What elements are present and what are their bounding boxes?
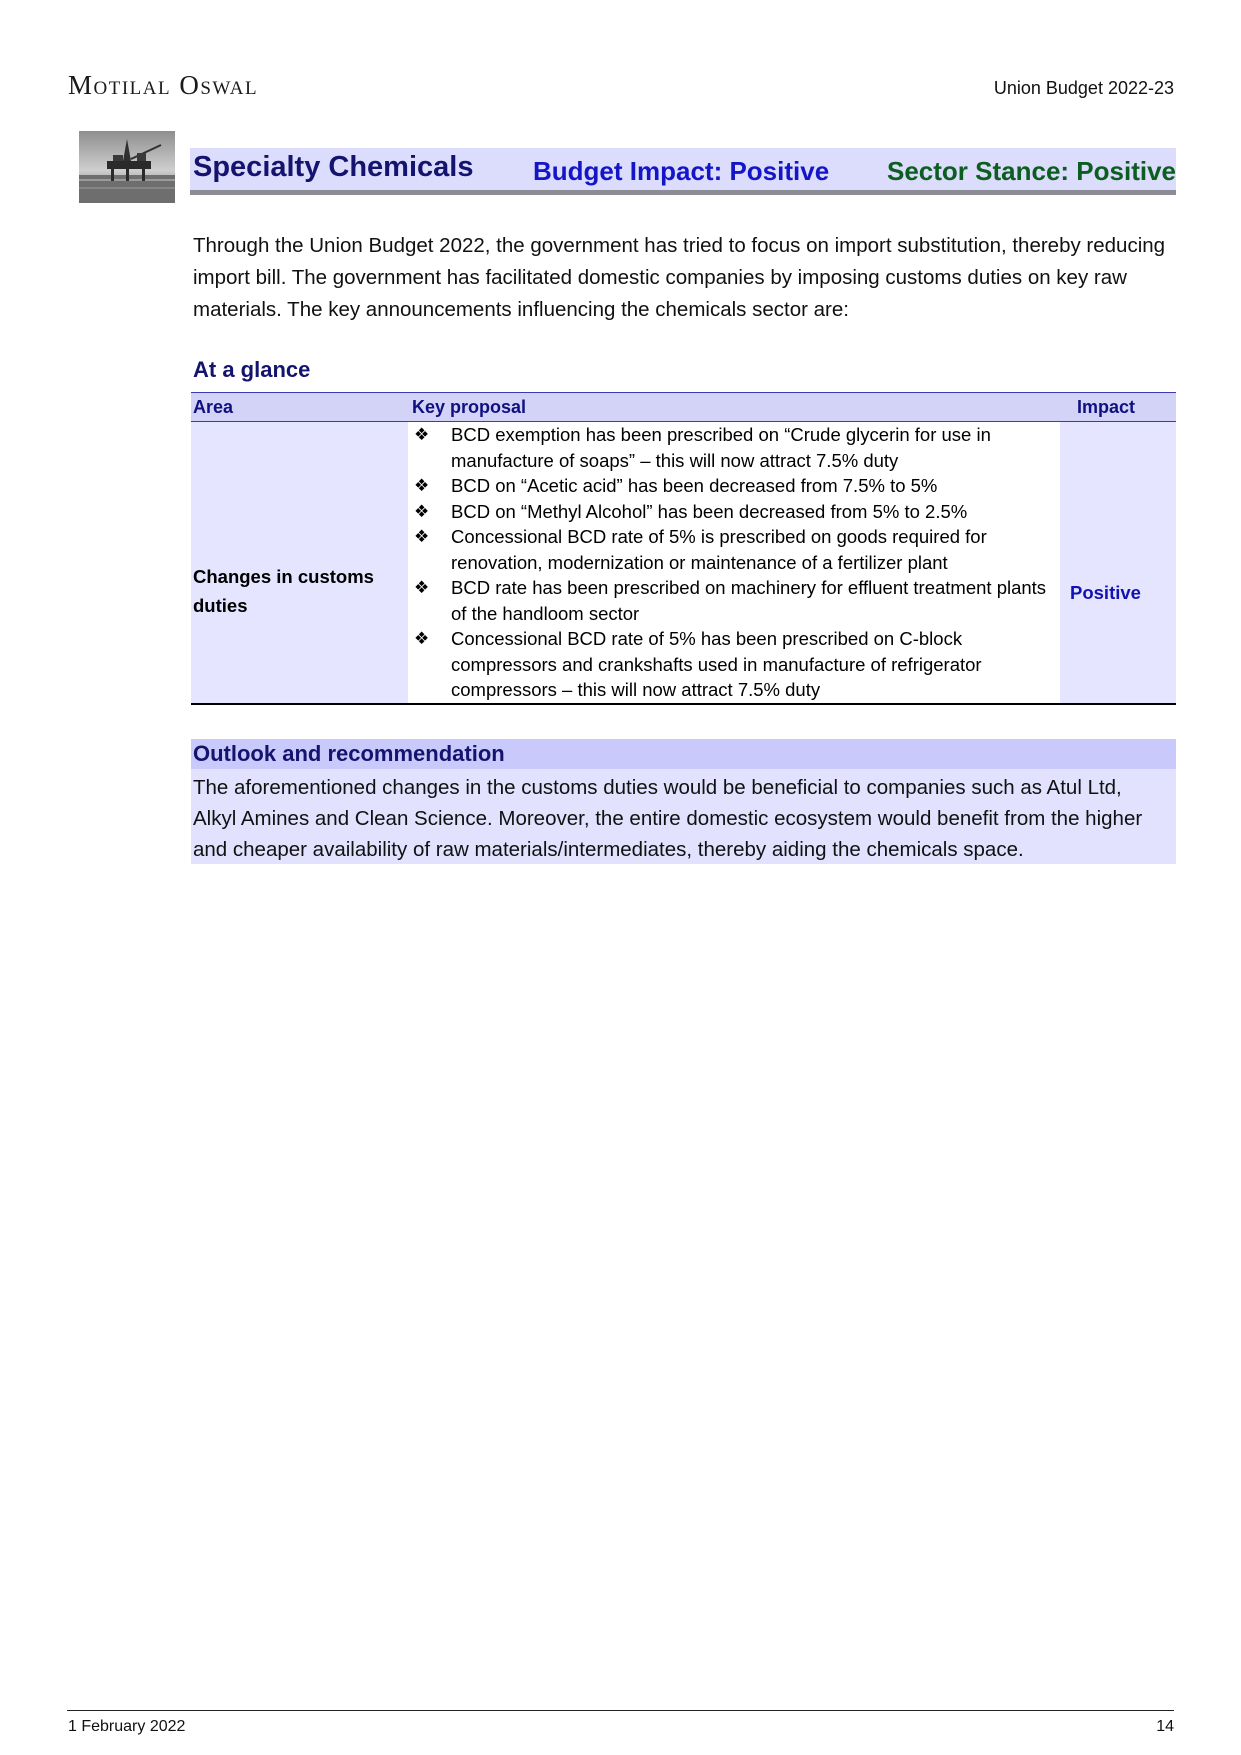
page-number: 14	[1156, 1718, 1174, 1735]
list-item	[412, 499, 1056, 525]
budget-impact: Budget Impact: Positive	[533, 156, 830, 186]
document-title: Union Budget 2022-23	[993, 78, 1174, 98]
brand-logo: Motilal Oswal	[68, 70, 259, 100]
table-row	[191, 422, 1176, 705]
outlook-body	[191, 769, 1176, 864]
list-item	[412, 575, 1056, 626]
offshore-oil-rig-photo-icon	[79, 131, 175, 203]
column-header-area: Area	[193, 397, 234, 417]
section-title: Specialty Chemicals	[193, 151, 474, 183]
area-text: Changes in customs duties	[193, 566, 374, 616]
proposal-text: BCD on “Methyl Alcohol” has been decreased from 5% to 2.5%	[451, 500, 968, 522]
list-item	[412, 422, 1056, 473]
proposal-text: BCD exemption has been prescribed on “Crude glycerin for use in manufacture of soaps” – this will now attract 7.5% duty	[451, 424, 991, 471]
footer-date: 1 February 2022	[68, 1718, 186, 1735]
glance-heading: At a glance	[193, 357, 311, 382]
diamond-fleuron-bullet-icon: ❖	[414, 425, 430, 444]
list-item	[412, 473, 1056, 499]
proposal-text: BCD rate has been prescribed on machinery for effluent treatment plants of the handloom sector	[451, 577, 1047, 624]
sector-stance: Sector Stance: Positive	[887, 156, 1176, 186]
intro-paragraph: Through the Union Budget 2022, the government has tried to focus on import substitution, thereby reducing import bill. The government has facilitated domestic companies by imposing customs duties on key raw materials. The key announcements influencing the chemicals sector are:	[193, 234, 1166, 321]
diamond-fleuron-bullet-icon: ❖	[414, 578, 430, 597]
list-item	[412, 626, 1056, 703]
section-header-bar	[190, 148, 1176, 195]
proposal-text: BCD on “Acetic acid” has been decreased from 7.5% to 5%	[451, 475, 938, 496]
outlook-title: Outlook and recommendation	[193, 741, 505, 766]
column-header-impact: Impact	[1077, 397, 1136, 417]
diamond-fleuron-bullet-icon: ❖	[414, 527, 430, 546]
diamond-fleuron-bullet-icon: ❖	[414, 629, 430, 648]
diamond-fleuron-bullet-icon: ❖	[414, 476, 430, 495]
proposal-text: Concessional BCD rate of 5% has been prescribed on C-block compressors and crankshafts used in manufacture of refrigerator compressors – this will now attract 7.5% duty	[451, 628, 982, 700]
area-cell	[191, 422, 408, 703]
impact-cell	[1060, 422, 1176, 703]
proposal-text: Concessional BCD rate of 5% is prescribed on goods required for renovation, modernization or maintenance of a fertilizer plant	[451, 526, 987, 573]
footer-divider	[67, 1710, 1174, 1711]
column-header-key-proposal: Key proposal	[412, 397, 527, 417]
glance-table	[191, 392, 1176, 705]
impact-value: Positive	[1070, 582, 1141, 603]
proposals-list	[412, 422, 1056, 703]
diamond-fleuron-bullet-icon: ❖	[414, 501, 430, 521]
outlook-header	[191, 739, 1176, 769]
list-item	[412, 524, 1056, 575]
table-header	[191, 392, 1176, 422]
outlook-text: The aforementioned changes in the customs duties would be beneficial to companies such as Atul Ltd, Alkyl Amines and Clean Science. Moreover, the entire domestic ecosystem would benefit from the higher and cheaper availability of raw materials/intermediates, thereby aiding the chemicals space.	[193, 776, 1143, 861]
